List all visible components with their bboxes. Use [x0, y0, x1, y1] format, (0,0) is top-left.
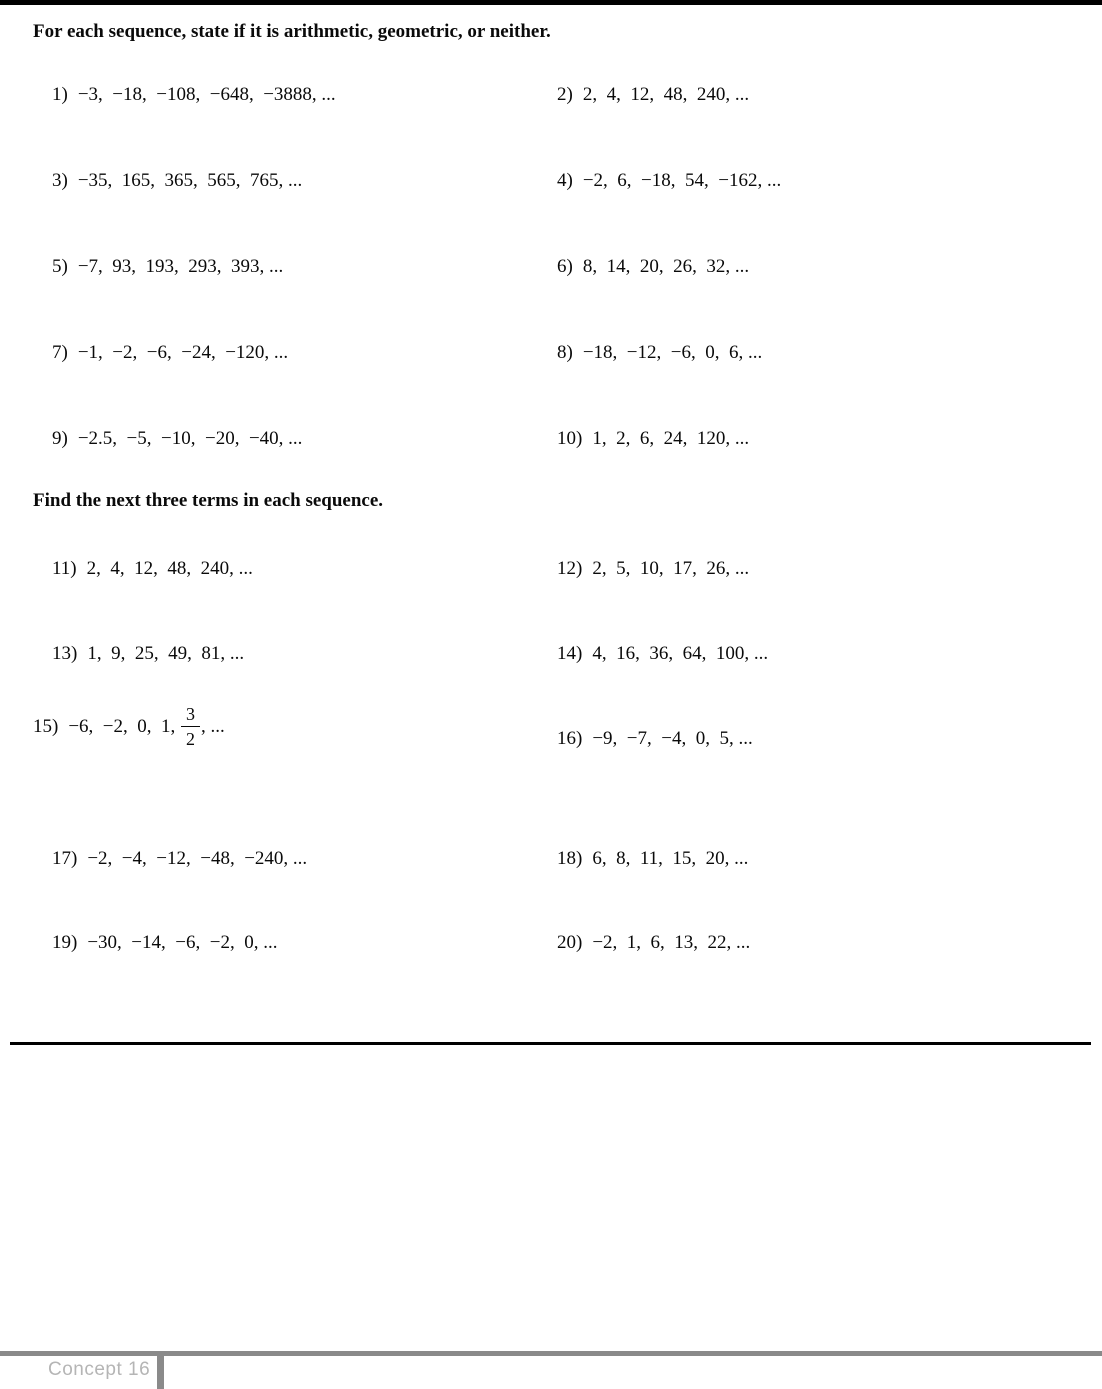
- fraction: [181, 702, 200, 752]
- problem-6-sequence: 8, 14, 20, 26, 32, ...: [582, 256, 750, 277]
- problem-5-number: 5): [52, 256, 68, 277]
- problem-17-number: 17): [52, 848, 78, 869]
- section-1-heading: For each sequence, state if it is arithmetic, geometric, or neither.: [33, 21, 551, 42]
- problem-18-number: 18): [557, 848, 583, 869]
- problem-15-sequence-end: , ...: [201, 715, 225, 737]
- problem-20: [538, 910, 750, 976]
- problem-1-sequence: −3, −18, −108, −648, −3888, ...: [77, 84, 336, 105]
- problem-16-number: 16): [557, 728, 583, 749]
- problem-8: [538, 320, 762, 386]
- problem-9-sequence: −2.5, −5, −10, −20, −40, ...: [77, 428, 303, 449]
- problem-4: [538, 148, 781, 214]
- problem-8-number: 8): [557, 342, 573, 363]
- problem-9-number: 9): [52, 428, 68, 449]
- problem-4-number: 4): [557, 170, 573, 191]
- problem-14: [538, 621, 768, 687]
- problem-3: [33, 148, 302, 214]
- problem-17: [33, 826, 307, 892]
- problem-16: [538, 706, 753, 772]
- problem-12-number: 12): [557, 558, 583, 579]
- problem-14-sequence: 4, 16, 36, 64, 100, ...: [592, 643, 769, 664]
- problem-19: [33, 910, 277, 976]
- problem-12: [538, 536, 749, 602]
- problem-2: [538, 62, 749, 128]
- problem-9: [33, 406, 302, 472]
- problem-12-sequence: 2, 5, 10, 17, 26, ...: [592, 558, 750, 579]
- problem-7: [33, 320, 288, 386]
- fraction-numerator: 3: [181, 702, 200, 727]
- problem-10-sequence: 1, 2, 6, 24, 120, ...: [592, 428, 750, 449]
- problem-13-sequence: 1, 9, 25, 49, 81, ...: [87, 643, 245, 664]
- problem-18-sequence: 6, 8, 11, 15, 20, ...: [592, 848, 749, 869]
- footer-vertical-bar: [157, 1353, 164, 1389]
- problem-19-number: 19): [52, 932, 78, 953]
- problem-6: [538, 234, 749, 300]
- problem-8-sequence: −18, −12, −6, 0, 6, ...: [582, 342, 763, 363]
- footer-concept-label: Concept 16: [48, 1359, 151, 1380]
- section-2-heading: Find the next three terms in each sequence.: [33, 490, 384, 511]
- fraction-denominator: 2: [186, 729, 196, 750]
- top-border-bar: [0, 0, 1102, 5]
- problem-5: [33, 234, 283, 300]
- problem-17-sequence: −2, −4, −12, −48, −240, ...: [87, 848, 308, 869]
- problem-14-number: 14): [557, 643, 583, 664]
- problem-11-sequence: 2, 4, 12, 48, 240, ...: [86, 558, 253, 579]
- problem-15-sequence-start: −6, −2, 0, 1,: [68, 715, 181, 737]
- problem-10: [538, 406, 749, 472]
- problem-1-number: 1): [52, 84, 68, 105]
- problem-16-sequence: −9, −7, −4, 0, 5, ...: [592, 728, 753, 749]
- content-divider-rule: [10, 1042, 1091, 1045]
- problem-4-sequence: −2, 6, −18, 54, −162, ...: [582, 170, 782, 191]
- problem-7-sequence: −1, −2, −6, −24, −120, ...: [77, 342, 289, 363]
- problem-2-sequence: 2, 4, 12, 48, 240, ...: [582, 84, 750, 105]
- problem-3-sequence: −35, 165, 365, 565, 765, ...: [77, 170, 303, 191]
- problem-10-number: 10): [557, 428, 583, 449]
- problem-3-number: 3): [52, 170, 68, 191]
- problem-2-number: 2): [557, 84, 573, 105]
- problem-20-sequence: −2, 1, 6, 13, 22, ...: [592, 932, 751, 953]
- problem-13: [33, 621, 244, 687]
- problem-20-number: 20): [557, 932, 583, 953]
- problem-11-number: 11): [52, 558, 77, 579]
- problem-13-number: 13): [52, 643, 78, 664]
- problem-11: [33, 536, 253, 602]
- problem-15: [33, 702, 225, 752]
- problem-19-sequence: −30, −14, −6, −2, 0, ...: [87, 932, 278, 953]
- problem-7-number: 7): [52, 342, 68, 363]
- footer-rule: [0, 1351, 1102, 1356]
- problem-1: [33, 62, 336, 128]
- problem-15-number: 15): [33, 715, 59, 737]
- problem-6-number: 6): [557, 256, 573, 277]
- problem-5-sequence: −7, 93, 193, 293, 393, ...: [77, 256, 284, 277]
- problem-18: [538, 826, 748, 892]
